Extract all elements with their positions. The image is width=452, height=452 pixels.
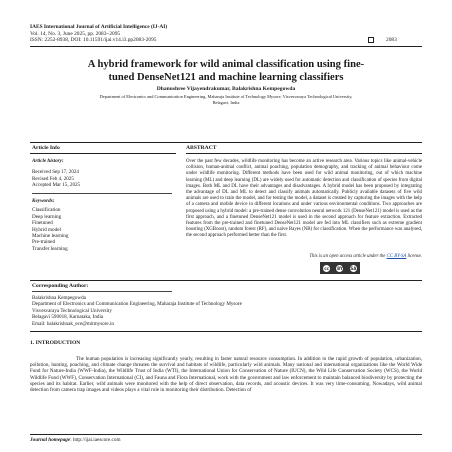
authors: Dhanushree Vijayendrakumar, Balakrishna Kempegowda xyxy=(156,86,296,92)
accepted-date: Accepted Mar 15, 2025 xyxy=(32,182,81,189)
journal-issn: ISSN: 2252-8938, DOI: 10.11591/ijai.v14.i3.pp2083-2095 xyxy=(30,37,157,44)
keywords-block xyxy=(32,198,172,252)
author-name: Balakrishna Kempegowda xyxy=(32,295,86,301)
footer-url[interactable]: : http://ijai.iaescore.com xyxy=(70,437,121,443)
by-icon: BY xyxy=(337,265,343,271)
cc-license-badge[interactable] xyxy=(320,262,360,274)
square-icon xyxy=(368,37,374,43)
keyword-item: Hybrid model xyxy=(32,226,61,233)
keyword-item: Finetuned xyxy=(32,220,53,227)
introduction-text: The human population is increasing significantly yearly, resulting in faster natural resource consumption. In addition to the rapid growth of population, urbanization, pollution, hunting, poaching, and climate change threaten the survival and habitats of wildlife, particularly wild animals. Many national and international organizations like the World Wide Fund for Nature-India (WWF-India), the Wildlife Trust of India (WTI), the International Union for Conservation of Nature (IUCN), the Wild Life Conservation Society (WCS), the World Wildlife Fund (WWF), Conservation International (CI), and Fauna and Flora International, work with the government and law enforcement to maintain balanced biodiversity by protecting the species and its habitat. Earlier, wild animals were monitored with the help of direct observation, data records, and acoustic devices. It was very time-consuming. Nowadays, wild animal detection from camera trap images and videos plays a vital role in monitoring their distribution. Detection of xyxy=(30,356,422,394)
footer xyxy=(30,437,121,443)
author-department: Department of Electronics and Communication Engineering, Maharaja Institute of Technology Mysore xyxy=(32,301,242,308)
header-rule xyxy=(30,46,422,47)
keyword-item: Deep learning xyxy=(32,213,62,220)
license-link[interactable]: CC BY-SA xyxy=(386,254,407,259)
keywords-label: Keywords: xyxy=(32,198,55,204)
revised-date: Revised Feb 4, 2025 xyxy=(32,175,74,182)
sa-icon: SA xyxy=(350,265,357,271)
journal-name: IAES International Journal of Artificial Intelligence (IJ-AI) xyxy=(30,24,168,30)
section-heading-introduction: 1. INTRODUCTION xyxy=(30,340,81,346)
author-university: Visvesvaraya Technological University xyxy=(32,307,112,314)
keyword-item: Pre-trained xyxy=(32,239,56,246)
article-history xyxy=(32,158,172,189)
keywords-divider xyxy=(32,193,172,194)
abstract-text: Over the past few decades, wildlife monitoring has become an active research area. Various topics like animal-vehicle collision, human-animal conflict, animal poaching, population demography, and tracking of animal behaviour come under wildlife monitoring. Different methods have been used for wild animal monitoring, out of which machine learning (ML) and deep learning (DL) are widely used for automatic detection and classification of species from digital images. Both ML and DL have their advantages and disadvantages. A hybrid model has been proposed by integrating the advantage of DL and ML to detect and classify animals automatically. Publicly available datasets of five wild animals are used to train the model, and for testing the model, a dataset is created by capturing the images with the help of a camera and mobile device in different locations and under various environmental conditions. Two approaches are proposed using a hybrid model: a pre-trained dense convolution neural network 121 (DenseNet121) model is used as the first approach, and a finetuned DenseNet121 model is used in the second approach for feature extraction. Extracted features from the pre-trained and finetuned DenseNet121 model are fed into ML classifiers such as extreme gradient boosting (XGBoost), random forest (RF), and naive Bayes (NB) for classification. When the performance was analysed, the second approach performed better than the first. xyxy=(186,159,422,239)
corresponding-top-rule xyxy=(30,280,422,281)
journal-volume: Vol. 14, No. 3, June 2025, pp. 2083~2095 xyxy=(30,30,121,37)
keyword-item: Transfer learning xyxy=(32,245,68,252)
page-number: 2083 xyxy=(386,37,397,44)
history-label: Article history: xyxy=(32,158,64,164)
keyword-item: Classification xyxy=(32,207,61,214)
abstract-heading: ABSTRACT xyxy=(186,145,217,151)
corresponding-author-block xyxy=(32,295,422,327)
received-date: Received Sep 17, 2024 xyxy=(32,169,79,176)
info-right-rule xyxy=(186,153,422,154)
journal-header xyxy=(30,24,167,44)
paper-title: A hybrid framework for wild animal classification using fine- tuned DenseNet121 and machine learning classifiers xyxy=(87,59,365,83)
corresponding-divider xyxy=(32,291,172,292)
corresponding-bottom-rule xyxy=(30,331,422,332)
author-email: Email: balakrishnak_ece@mitmysore.in xyxy=(32,320,114,327)
article-info-heading: Article Info xyxy=(32,145,60,151)
footer-rule xyxy=(30,434,422,435)
footer-label: Journal homepage xyxy=(30,437,71,443)
affiliation: Department of Electronics and Communication Engineering, Maharaja Institute of Technology Mysore, Visvesvaraya Technological University, Belagavi, India xyxy=(99,94,353,105)
keyword-item: Machine learning xyxy=(32,233,69,240)
cc-icon: cc xyxy=(324,265,330,271)
corresponding-author-label: Corresponding Author: xyxy=(32,283,89,289)
page-number-row xyxy=(368,37,397,43)
license-line: This is an open access article under the CC BY-SA license. xyxy=(309,254,422,259)
info-top-rule xyxy=(30,142,422,143)
info-left-rule xyxy=(30,153,176,154)
author-address: Belagavi 590018, Karnataka, India xyxy=(32,314,104,321)
